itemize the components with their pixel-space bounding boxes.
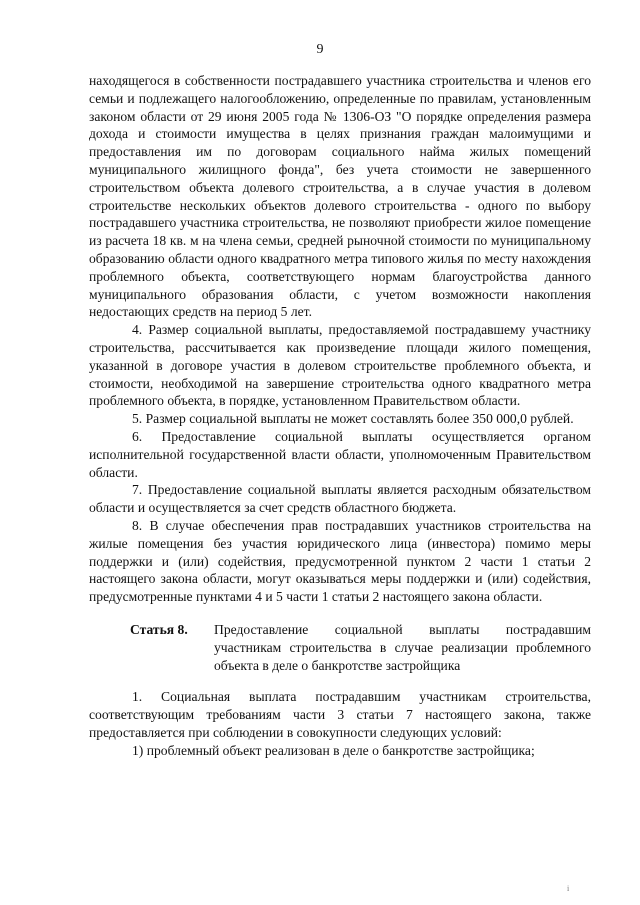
article-heading bbox=[89, 621, 591, 674]
paragraph-item-8: 8. В случае обеспечения прав пострадавших участников строительства на жилые помещения без участия юридического лица (инвестора) помимо меры поддержки и (или) содействия, предусмотренной пунктом 2 части 1 статьи 2 настоящего закона области, могут оказываться меры поддержки и (или) содействия, предусмотренные пунктами 4 и 5 части 1 статьи 2 настоящего закона области. bbox=[89, 517, 591, 605]
paragraph-item-4: 4. Размер социальной выплаты, предоставляемой пострадавшему участнику строительства, рассчитывается как произведение площади жилого помещения, указанной в договоре участия в долевом строительстве проблемного объекта, и стоимости, необходимой на завершение строительства одного квадратного метра проблемного объекта, в порядке, установленном Правительством области. bbox=[89, 322, 591, 409]
article-subitem-1: 1) проблемный объект реализован в деле о банкротстве застройщика; bbox=[132, 742, 535, 758]
article-label: Статья 8. bbox=[130, 621, 188, 637]
document-body bbox=[89, 72, 591, 759]
article-title: Предоставление социальной выплаты пострадавшим участникам строительства в случае реализации проблемного объекта в деле о банкротстве застройщика bbox=[214, 621, 591, 673]
paragraph-item-5: 5. Размер социальной выплаты не может составлять более 350 000,0 рублей. bbox=[132, 411, 574, 427]
paragraph-item-7: 7. Предоставление социальной выплаты является расходным обязательством области и осуществляется за счет средств областного бюджета. bbox=[89, 482, 591, 516]
margin-mark: i bbox=[567, 884, 570, 893]
paragraph-item-6: 6. Предоставление социальной выплаты осуществляется органом исполнительной государственной власти области, уполномоченным Правительством области. bbox=[89, 428, 591, 480]
paragraph-continuation: находящегося в собственности пострадавшего участника строительства и членов его семьи и подлежащего налогообложению, определенные по правилам, установленным законом области от 29 июня 2005 года № 1306-ОЗ "О порядке определения размера дохода и стоимости имущества в целях признания граждан малоимущими и предоставления им по договорам социального найма жилых помещений муниципального жилищного фонда", без учета стоимости не завершенного строительством объекта долевого строительства, а в случае участия в долевом строительстве нескольких объектов долевого строительства - одного по выбору пострадавшего участника строительства, не позволяют приобрести жилое помещение из расчета 18 кв. м на члена семьи, средней рыночной стоимости по муниципальному образованию области одного квадратного метра типового жилья по месту нахождения проблемного объекта, соответствующего нормам благоустройства данного муниципального образования области, с учетом возможности накопления недостающих средств на период 5 лет. bbox=[89, 73, 591, 320]
page-number: 9 bbox=[316, 42, 324, 57]
article-paragraph-1: 1. Социальная выплата пострадавшим участникам строительства, соответствующим требованиям части 3 статьи 7 настоящего закона, также предоставляется при соблюдении в совокупности следующих условий: bbox=[89, 689, 591, 740]
